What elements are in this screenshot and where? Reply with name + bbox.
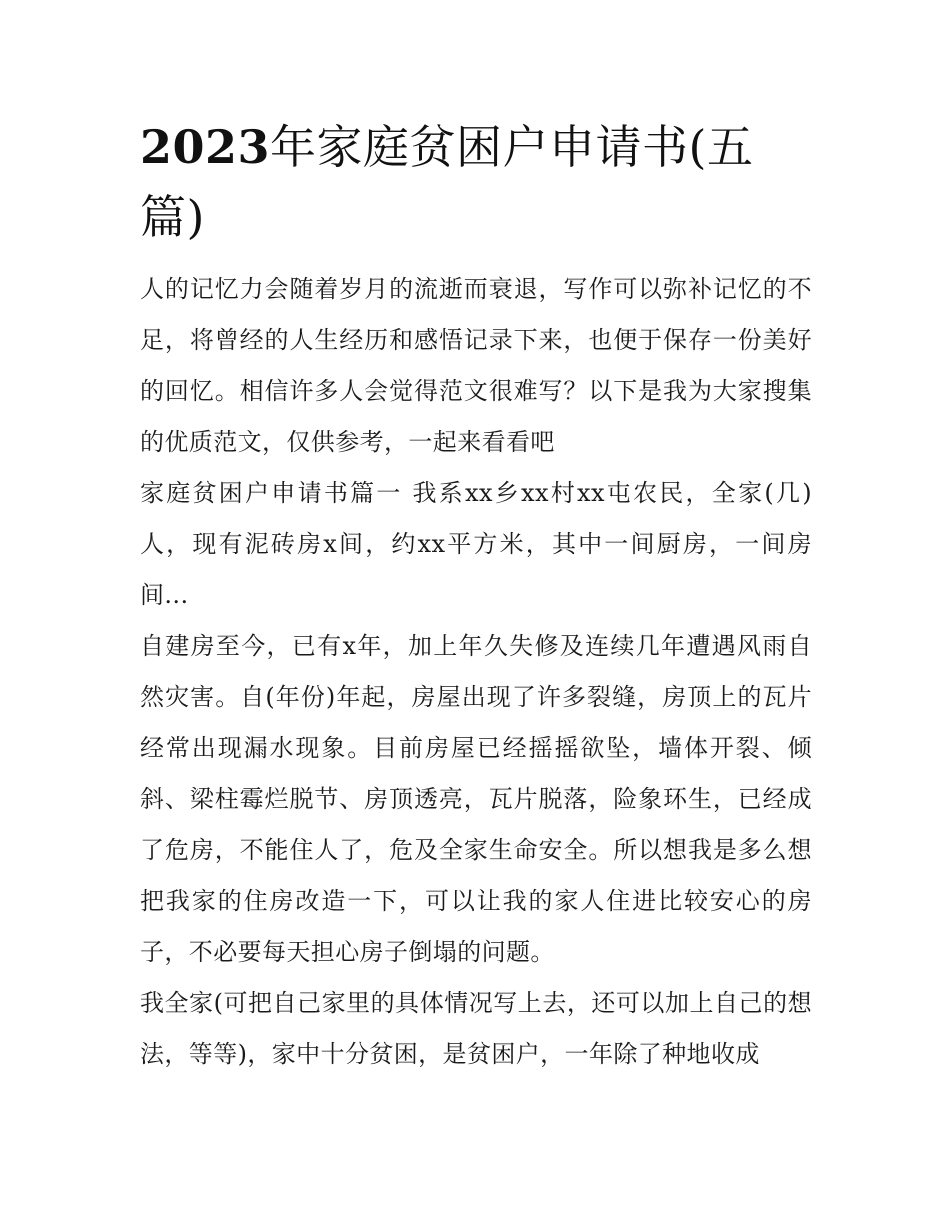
title-text: 年家庭贫困户申请书(五篇) — [140, 120, 754, 244]
document-title — [140, 112, 812, 252]
document-body — [140, 112, 812, 1080]
paragraph-house-condition: 自建房至今，已有x年，加上年久失修及连续几年遭遇风雨自然灾害。自(年份)年起，房屋出现了许多裂缝，房顶上的瓦片经常出现漏水现象。目前房屋已经摇摇欲坠，墙体开裂、倾斜、梁柱霉烂脱节、房顶透亮，瓦片脱落，险象环生，已经成了危房，不能住人了，危及全家生命安全。所以想我是多么想把我家的住房改造一下，可以让我的家人住进比较安心的房子，不必要每天担心房子倒塌的问题。 — [140, 632, 812, 966]
title-year: 2023 — [140, 120, 271, 174]
paragraph-intro: 人的记忆力会随着岁月的流逝而衰退，写作可以弥补记忆的不足，将曾经的人生经历和感悟记录下来，也便于保存一份美好的回忆。相信许多人会觉得范文很难写？以下是我为大家搜集的优质范文，仅供参考，一起来看看吧 — [140, 275, 812, 456]
paragraph-household: 家庭贫困户申请书篇一 我系xx乡xx村xx屯农民，全家(几)人，现有泥砖房x间，约xx平方米，其中一间厨房，一间房间... — [140, 479, 812, 609]
paragraph-family-situation: 我全家(可把自己家里的具体情况写上去，还可以加上自己的想法，等等)，家中十分贫困，是贫困户，一年除了种地收成 — [140, 989, 812, 1068]
